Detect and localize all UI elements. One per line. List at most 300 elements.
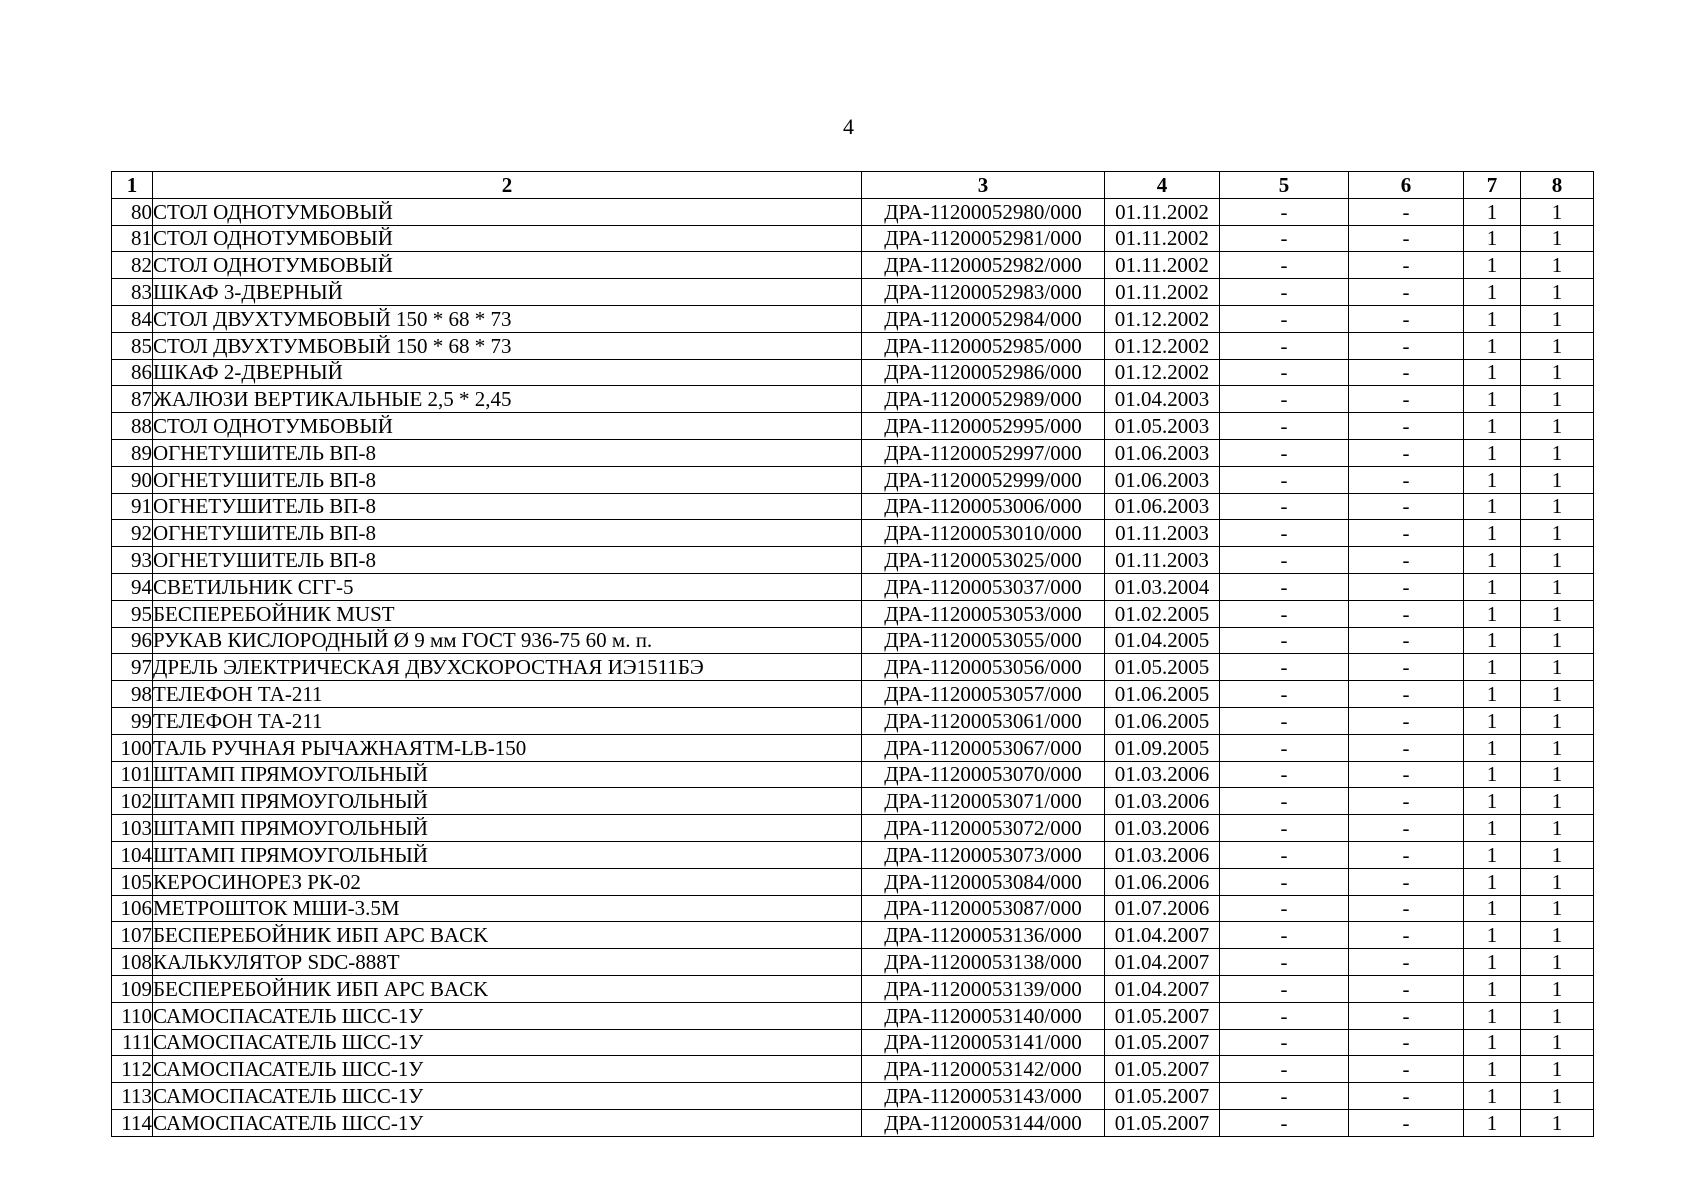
date-cell: 01.12.2002 bbox=[1105, 332, 1220, 359]
inventory-code: ДРА-11200052982/000 bbox=[862, 252, 1105, 279]
col-7-cell: 1 bbox=[1464, 547, 1521, 574]
col-5-cell: - bbox=[1220, 1083, 1349, 1110]
inventory-code: ДРА-11200052997/000 bbox=[862, 439, 1105, 466]
page-number: 4 bbox=[843, 114, 854, 139]
col-6-cell: - bbox=[1349, 681, 1464, 708]
col-8-cell: 1 bbox=[1521, 1002, 1594, 1029]
col-6-cell: - bbox=[1349, 1029, 1464, 1056]
date-cell: 01.03.2006 bbox=[1105, 788, 1220, 815]
col-6-cell: - bbox=[1349, 359, 1464, 386]
item-name: БЕСПЕРЕБОЙНИК ИБП APC BACK bbox=[153, 975, 862, 1002]
inventory-code: ДРА-11200053142/000 bbox=[862, 1056, 1105, 1083]
table-row bbox=[112, 1029, 1594, 1056]
inventory-code: ДРА-11200053136/000 bbox=[862, 922, 1105, 949]
item-name: МЕТРОШТОК МШИ-3.5М bbox=[153, 895, 862, 922]
row-number: 105 bbox=[112, 868, 153, 895]
col-8-cell: 1 bbox=[1521, 975, 1594, 1002]
col-5-header: 5 bbox=[1220, 172, 1349, 199]
date-cell: 01.05.2007 bbox=[1105, 1029, 1220, 1056]
col-code-header: 3 bbox=[862, 172, 1105, 199]
col-7-cell: 1 bbox=[1464, 922, 1521, 949]
item-name: СТОЛ ДВУХТУМБОВЫЙ 150 * 68 * 73 bbox=[153, 332, 862, 359]
col-6-cell: - bbox=[1349, 493, 1464, 520]
table-row bbox=[112, 332, 1594, 359]
col-7-cell: 1 bbox=[1464, 252, 1521, 279]
inventory-code: ДРА-11200053055/000 bbox=[862, 627, 1105, 654]
col-6-cell: - bbox=[1349, 466, 1464, 493]
date-cell: 01.06.2005 bbox=[1105, 707, 1220, 734]
row-number: 83 bbox=[112, 279, 153, 306]
row-number: 106 bbox=[112, 895, 153, 922]
table-row bbox=[112, 279, 1594, 306]
inventory-code: ДРА-11200053071/000 bbox=[862, 788, 1105, 815]
col-5-cell: - bbox=[1220, 707, 1349, 734]
inventory-code: ДРА-11200053138/000 bbox=[862, 949, 1105, 976]
col-6-cell: - bbox=[1349, 198, 1464, 225]
row-number: 111 bbox=[112, 1029, 153, 1056]
col-8-cell: 1 bbox=[1521, 198, 1594, 225]
col-8-cell: 1 bbox=[1521, 520, 1594, 547]
item-name: ТЕЛЕФОН ТА-211 bbox=[153, 681, 862, 708]
inventory-code: ДРА-11200053061/000 bbox=[862, 707, 1105, 734]
inventory-code: ДРА-11200052995/000 bbox=[862, 413, 1105, 440]
inventory-code: ДРА-11200053037/000 bbox=[862, 573, 1105, 600]
inventory-code: ДРА-11200052989/000 bbox=[862, 386, 1105, 413]
col-5-cell: - bbox=[1220, 1029, 1349, 1056]
inventory-code: ДРА-11200052980/000 bbox=[862, 198, 1105, 225]
item-name: ЖАЛЮЗИ ВЕРТИКАЛЬНЫЕ 2,5 * 2,45 bbox=[153, 386, 862, 413]
col-7-cell: 1 bbox=[1464, 386, 1521, 413]
row-number: 84 bbox=[112, 305, 153, 332]
item-name: САМОСПАСАТЕЛЬ ШСС-1У bbox=[153, 1002, 862, 1029]
row-number: 85 bbox=[112, 332, 153, 359]
table-row bbox=[112, 707, 1594, 734]
item-name: ШКАФ 3-ДВЕРНЫЙ bbox=[153, 279, 862, 306]
item-name: РУКАВ КИСЛОРОДНЫЙ Ø 9 мм ГОСТ 936-75 60 м. п. bbox=[153, 627, 862, 654]
col-5-cell: - bbox=[1220, 573, 1349, 600]
col-7-cell: 1 bbox=[1464, 654, 1521, 681]
row-number: 96 bbox=[112, 627, 153, 654]
col-6-cell: - bbox=[1349, 949, 1464, 976]
col-5-cell: - bbox=[1220, 761, 1349, 788]
col-6-cell: - bbox=[1349, 252, 1464, 279]
date-cell: 01.12.2002 bbox=[1105, 305, 1220, 332]
row-number: 92 bbox=[112, 520, 153, 547]
col-6-cell: - bbox=[1349, 279, 1464, 306]
item-name: ОГНЕТУШИТЕЛЬ ВП-8 bbox=[153, 547, 862, 574]
col-6-cell: - bbox=[1349, 1083, 1464, 1110]
col-8-cell: 1 bbox=[1521, 386, 1594, 413]
item-name: ОГНЕТУШИТЕЛЬ ВП-8 bbox=[153, 520, 862, 547]
item-name: ШКАФ 2-ДВЕРНЫЙ bbox=[153, 359, 862, 386]
table-row bbox=[112, 681, 1594, 708]
table-row bbox=[112, 252, 1594, 279]
col-8-cell: 1 bbox=[1521, 681, 1594, 708]
col-6-cell: - bbox=[1349, 841, 1464, 868]
row-number: 100 bbox=[112, 734, 153, 761]
col-7-cell: 1 bbox=[1464, 1109, 1521, 1136]
col-6-cell: - bbox=[1349, 761, 1464, 788]
inventory-code: ДРА-11200052986/000 bbox=[862, 359, 1105, 386]
table-row bbox=[112, 868, 1594, 895]
table-row bbox=[112, 520, 1594, 547]
item-name: ТЕЛЕФОН ТА-211 bbox=[153, 707, 862, 734]
inventory-code: ДРА-11200053070/000 bbox=[862, 761, 1105, 788]
date-cell: 01.05.2007 bbox=[1105, 1056, 1220, 1083]
col-8-cell: 1 bbox=[1521, 761, 1594, 788]
date-cell: 01.11.2002 bbox=[1105, 225, 1220, 252]
date-cell: 01.03.2006 bbox=[1105, 841, 1220, 868]
item-name: ШТАМП ПРЯМОУГОЛЬНЫЙ bbox=[153, 761, 862, 788]
table-row bbox=[112, 198, 1594, 225]
col-7-cell: 1 bbox=[1464, 975, 1521, 1002]
row-number: 110 bbox=[112, 1002, 153, 1029]
date-cell: 01.06.2003 bbox=[1105, 493, 1220, 520]
col-8-cell: 1 bbox=[1521, 734, 1594, 761]
inventory-code: ДРА-11200053139/000 bbox=[862, 975, 1105, 1002]
inventory-code: ДРА-11200052985/000 bbox=[862, 332, 1105, 359]
table-row bbox=[112, 734, 1594, 761]
row-number: 107 bbox=[112, 922, 153, 949]
col-7-cell: 1 bbox=[1464, 225, 1521, 252]
col-8-cell: 1 bbox=[1521, 627, 1594, 654]
row-number: 109 bbox=[112, 975, 153, 1002]
col-index-header: 1 bbox=[112, 172, 153, 199]
item-name: ШТАМП ПРЯМОУГОЛЬНЫЙ bbox=[153, 841, 862, 868]
col-7-cell: 1 bbox=[1464, 520, 1521, 547]
item-name: ОГНЕТУШИТЕЛЬ ВП-8 bbox=[153, 466, 862, 493]
row-number: 82 bbox=[112, 252, 153, 279]
table-body bbox=[112, 198, 1594, 1136]
date-cell: 01.04.2005 bbox=[1105, 627, 1220, 654]
col-7-cell: 1 bbox=[1464, 279, 1521, 306]
inventory-code: ДРА-11200052981/000 bbox=[862, 225, 1105, 252]
col-7-cell: 1 bbox=[1464, 493, 1521, 520]
col-6-cell: - bbox=[1349, 654, 1464, 681]
item-name: СТОЛ ОДНОТУМБОВЫЙ bbox=[153, 198, 862, 225]
col-5-cell: - bbox=[1220, 386, 1349, 413]
row-number: 86 bbox=[112, 359, 153, 386]
col-5-cell: - bbox=[1220, 681, 1349, 708]
date-cell: 01.05.2003 bbox=[1105, 413, 1220, 440]
col-date-header: 4 bbox=[1105, 172, 1220, 199]
col-8-cell: 1 bbox=[1521, 439, 1594, 466]
col-8-cell: 1 bbox=[1521, 600, 1594, 627]
row-number: 93 bbox=[112, 547, 153, 574]
col-6-cell: - bbox=[1349, 627, 1464, 654]
col-8-cell: 1 bbox=[1521, 225, 1594, 252]
table-row bbox=[112, 1109, 1594, 1136]
row-number: 97 bbox=[112, 654, 153, 681]
col-6-cell: - bbox=[1349, 413, 1464, 440]
date-cell: 01.04.2007 bbox=[1105, 922, 1220, 949]
col-8-cell: 1 bbox=[1521, 1029, 1594, 1056]
date-cell: 01.11.2002 bbox=[1105, 252, 1220, 279]
item-name: ОГНЕТУШИТЕЛЬ ВП-8 bbox=[153, 439, 862, 466]
item-name: КЕРОСИНОРЕЗ РК-02 bbox=[153, 868, 862, 895]
table-row bbox=[112, 386, 1594, 413]
date-cell: 01.05.2007 bbox=[1105, 1002, 1220, 1029]
inventory-code: ДРА-11200053144/000 bbox=[862, 1109, 1105, 1136]
col-6-cell: - bbox=[1349, 868, 1464, 895]
date-cell: 01.05.2005 bbox=[1105, 654, 1220, 681]
col-8-cell: 1 bbox=[1521, 493, 1594, 520]
row-number: 95 bbox=[112, 600, 153, 627]
item-name: КАЛЬКУЛЯТОР SDC-888T bbox=[153, 949, 862, 976]
col-5-cell: - bbox=[1220, 600, 1349, 627]
col-7-cell: 1 bbox=[1464, 198, 1521, 225]
col-8-cell: 1 bbox=[1521, 868, 1594, 895]
col-6-cell: - bbox=[1349, 600, 1464, 627]
col-8-cell: 1 bbox=[1521, 547, 1594, 574]
date-cell: 01.11.2002 bbox=[1105, 279, 1220, 306]
col-8-cell: 1 bbox=[1521, 654, 1594, 681]
table-row bbox=[112, 413, 1594, 440]
col-5-cell: - bbox=[1220, 279, 1349, 306]
col-7-cell: 1 bbox=[1464, 841, 1521, 868]
col-7-cell: 1 bbox=[1464, 573, 1521, 600]
col-6-cell: - bbox=[1349, 975, 1464, 1002]
table-row bbox=[112, 225, 1594, 252]
col-7-cell: 1 bbox=[1464, 1083, 1521, 1110]
row-number: 103 bbox=[112, 815, 153, 842]
col-8-cell: 1 bbox=[1521, 841, 1594, 868]
inventory-table bbox=[111, 171, 1594, 1137]
col-name-header: 2 bbox=[153, 172, 862, 199]
date-cell: 01.04.2007 bbox=[1105, 975, 1220, 1002]
col-5-cell: - bbox=[1220, 788, 1349, 815]
inventory-code: ДРА-11200053073/000 bbox=[862, 841, 1105, 868]
row-number: 102 bbox=[112, 788, 153, 815]
col-8-cell: 1 bbox=[1521, 788, 1594, 815]
col-5-cell: - bbox=[1220, 252, 1349, 279]
col-8-cell: 1 bbox=[1521, 305, 1594, 332]
item-name: СТОЛ ОДНОТУМБОВЫЙ bbox=[153, 413, 862, 440]
item-name: САМОСПАСАТЕЛЬ ШСС-1У bbox=[153, 1029, 862, 1056]
table-row bbox=[112, 600, 1594, 627]
col-8-cell: 1 bbox=[1521, 1109, 1594, 1136]
row-number: 98 bbox=[112, 681, 153, 708]
row-number: 80 bbox=[112, 198, 153, 225]
table-header bbox=[112, 172, 1594, 199]
col-8-header: 8 bbox=[1521, 172, 1594, 199]
row-number: 114 bbox=[112, 1109, 153, 1136]
inventory-code: ДРА-11200053006/000 bbox=[862, 493, 1105, 520]
col-7-cell: 1 bbox=[1464, 600, 1521, 627]
col-6-cell: - bbox=[1349, 788, 1464, 815]
col-5-cell: - bbox=[1220, 815, 1349, 842]
inventory-code: ДРА-11200053056/000 bbox=[862, 654, 1105, 681]
col-8-cell: 1 bbox=[1521, 252, 1594, 279]
col-8-cell: 1 bbox=[1521, 332, 1594, 359]
col-5-cell: - bbox=[1220, 439, 1349, 466]
table-row bbox=[112, 1002, 1594, 1029]
col-5-cell: - bbox=[1220, 225, 1349, 252]
col-6-cell: - bbox=[1349, 332, 1464, 359]
table-row bbox=[112, 922, 1594, 949]
inventory-code: ДРА-11200052999/000 bbox=[862, 466, 1105, 493]
col-8-cell: 1 bbox=[1521, 466, 1594, 493]
col-7-cell: 1 bbox=[1464, 413, 1521, 440]
col-5-cell: - bbox=[1220, 975, 1349, 1002]
table-row bbox=[112, 1056, 1594, 1083]
row-number: 91 bbox=[112, 493, 153, 520]
date-cell: 01.06.2006 bbox=[1105, 868, 1220, 895]
col-5-cell: - bbox=[1220, 1056, 1349, 1083]
col-5-cell: - bbox=[1220, 841, 1349, 868]
table-row bbox=[112, 815, 1594, 842]
col-7-cell: 1 bbox=[1464, 305, 1521, 332]
date-cell: 01.03.2006 bbox=[1105, 761, 1220, 788]
col-6-cell: - bbox=[1349, 1109, 1464, 1136]
row-number: 81 bbox=[112, 225, 153, 252]
inventory-code: ДРА-11200053072/000 bbox=[862, 815, 1105, 842]
col-5-cell: - bbox=[1220, 734, 1349, 761]
col-7-cell: 1 bbox=[1464, 439, 1521, 466]
item-name: ТАЛЬ РУЧНАЯ РЫЧАЖНАЯТМ-LB-150 bbox=[153, 734, 862, 761]
col-7-cell: 1 bbox=[1464, 466, 1521, 493]
date-cell: 01.05.2007 bbox=[1105, 1083, 1220, 1110]
col-5-cell: - bbox=[1220, 654, 1349, 681]
col-6-cell: - bbox=[1349, 439, 1464, 466]
col-6-cell: - bbox=[1349, 1002, 1464, 1029]
col-6-header: 6 bbox=[1349, 172, 1464, 199]
table-row bbox=[112, 466, 1594, 493]
col-6-cell: - bbox=[1349, 386, 1464, 413]
col-8-cell: 1 bbox=[1521, 949, 1594, 976]
col-8-cell: 1 bbox=[1521, 279, 1594, 306]
col-7-cell: 1 bbox=[1464, 1056, 1521, 1083]
row-number: 104 bbox=[112, 841, 153, 868]
table-row bbox=[112, 305, 1594, 332]
inventory-code: ДРА-11200053140/000 bbox=[862, 1002, 1105, 1029]
col-5-cell: - bbox=[1220, 520, 1349, 547]
col-5-cell: - bbox=[1220, 332, 1349, 359]
col-7-cell: 1 bbox=[1464, 1029, 1521, 1056]
date-cell: 01.11.2003 bbox=[1105, 547, 1220, 574]
col-6-cell: - bbox=[1349, 922, 1464, 949]
col-7-cell: 1 bbox=[1464, 627, 1521, 654]
col-7-cell: 1 bbox=[1464, 332, 1521, 359]
date-cell: 01.06.2005 bbox=[1105, 681, 1220, 708]
date-cell: 01.07.2006 bbox=[1105, 895, 1220, 922]
item-name: СТОЛ ДВУХТУМБОВЫЙ 150 * 68 * 73 bbox=[153, 305, 862, 332]
col-7-cell: 1 bbox=[1464, 949, 1521, 976]
row-number: 87 bbox=[112, 386, 153, 413]
inventory-code: ДРА-11200053143/000 bbox=[862, 1083, 1105, 1110]
col-6-cell: - bbox=[1349, 815, 1464, 842]
col-5-cell: - bbox=[1220, 627, 1349, 654]
date-cell: 01.03.2006 bbox=[1105, 815, 1220, 842]
date-cell: 01.03.2004 bbox=[1105, 573, 1220, 600]
col-6-cell: - bbox=[1349, 1056, 1464, 1083]
item-name: СТОЛ ОДНОТУМБОВЫЙ bbox=[153, 252, 862, 279]
col-8-cell: 1 bbox=[1521, 573, 1594, 600]
inventory-code: ДРА-11200053084/000 bbox=[862, 868, 1105, 895]
item-name: БЕСПЕРЕБОЙНИК ИБП APC BACK bbox=[153, 922, 862, 949]
date-cell: 01.06.2003 bbox=[1105, 439, 1220, 466]
col-5-cell: - bbox=[1220, 359, 1349, 386]
date-cell: 01.02.2005 bbox=[1105, 600, 1220, 627]
table-row bbox=[112, 761, 1594, 788]
col-5-cell: - bbox=[1220, 466, 1349, 493]
table-row bbox=[112, 493, 1594, 520]
item-name: СВЕТИЛЬНИК СГГ-5 bbox=[153, 573, 862, 600]
col-7-cell: 1 bbox=[1464, 1002, 1521, 1029]
col-8-cell: 1 bbox=[1521, 895, 1594, 922]
col-5-cell: - bbox=[1220, 198, 1349, 225]
col-5-cell: - bbox=[1220, 1109, 1349, 1136]
date-cell: 01.11.2002 bbox=[1105, 198, 1220, 225]
item-name: САМОСПАСАТЕЛЬ ШСС-1У bbox=[153, 1056, 862, 1083]
col-7-header: 7 bbox=[1464, 172, 1521, 199]
row-number: 90 bbox=[112, 466, 153, 493]
table-row bbox=[112, 975, 1594, 1002]
table-row bbox=[112, 439, 1594, 466]
inventory-code: ДРА-11200053025/000 bbox=[862, 547, 1105, 574]
item-name: ШТАМП ПРЯМОУГОЛЬНЫЙ bbox=[153, 815, 862, 842]
table-row bbox=[112, 547, 1594, 574]
col-8-cell: 1 bbox=[1521, 922, 1594, 949]
col-6-cell: - bbox=[1349, 520, 1464, 547]
item-name: САМОСПАСАТЕЛЬ ШСС-1У bbox=[153, 1083, 862, 1110]
row-number: 94 bbox=[112, 573, 153, 600]
col-7-cell: 1 bbox=[1464, 359, 1521, 386]
item-name: СТОЛ ОДНОТУМБОВЫЙ bbox=[153, 225, 862, 252]
item-name: ДРЕЛЬ ЭЛЕКТРИЧЕСКАЯ ДВУХСКОРОСТНАЯ ИЭ1511БЭ bbox=[153, 654, 862, 681]
table-row bbox=[112, 841, 1594, 868]
col-7-cell: 1 bbox=[1464, 734, 1521, 761]
date-cell: 01.04.2003 bbox=[1105, 386, 1220, 413]
col-7-cell: 1 bbox=[1464, 895, 1521, 922]
row-number: 101 bbox=[112, 761, 153, 788]
col-5-cell: - bbox=[1220, 413, 1349, 440]
col-6-cell: - bbox=[1349, 895, 1464, 922]
col-8-cell: 1 bbox=[1521, 413, 1594, 440]
date-cell: 01.12.2002 bbox=[1105, 359, 1220, 386]
item-name: ОГНЕТУШИТЕЛЬ ВП-8 bbox=[153, 493, 862, 520]
date-cell: 01.04.2007 bbox=[1105, 949, 1220, 976]
col-7-cell: 1 bbox=[1464, 788, 1521, 815]
inventory-code: ДРА-11200053067/000 bbox=[862, 734, 1105, 761]
table-row bbox=[112, 627, 1594, 654]
date-cell: 01.06.2003 bbox=[1105, 466, 1220, 493]
header-row bbox=[112, 172, 1594, 199]
date-cell: 01.05.2007 bbox=[1105, 1109, 1220, 1136]
col-5-cell: - bbox=[1220, 305, 1349, 332]
inventory-code: ДРА-11200053087/000 bbox=[862, 895, 1105, 922]
col-6-cell: - bbox=[1349, 734, 1464, 761]
item-name: БЕСПЕРЕБОЙНИК MUST bbox=[153, 600, 862, 627]
item-name: ШТАМП ПРЯМОУГОЛЬНЫЙ bbox=[153, 788, 862, 815]
col-8-cell: 1 bbox=[1521, 1083, 1594, 1110]
col-7-cell: 1 bbox=[1464, 815, 1521, 842]
inventory-code: ДРА-11200052983/000 bbox=[862, 279, 1105, 306]
table-row bbox=[112, 654, 1594, 681]
col-7-cell: 1 bbox=[1464, 707, 1521, 734]
col-8-cell: 1 bbox=[1521, 359, 1594, 386]
row-number: 108 bbox=[112, 949, 153, 976]
col-5-cell: - bbox=[1220, 949, 1349, 976]
date-cell: 01.09.2005 bbox=[1105, 734, 1220, 761]
col-5-cell: - bbox=[1220, 895, 1349, 922]
table-row bbox=[112, 359, 1594, 386]
col-5-cell: - bbox=[1220, 868, 1349, 895]
col-5-cell: - bbox=[1220, 922, 1349, 949]
col-6-cell: - bbox=[1349, 305, 1464, 332]
row-number: 99 bbox=[112, 707, 153, 734]
row-number: 113 bbox=[112, 1083, 153, 1110]
